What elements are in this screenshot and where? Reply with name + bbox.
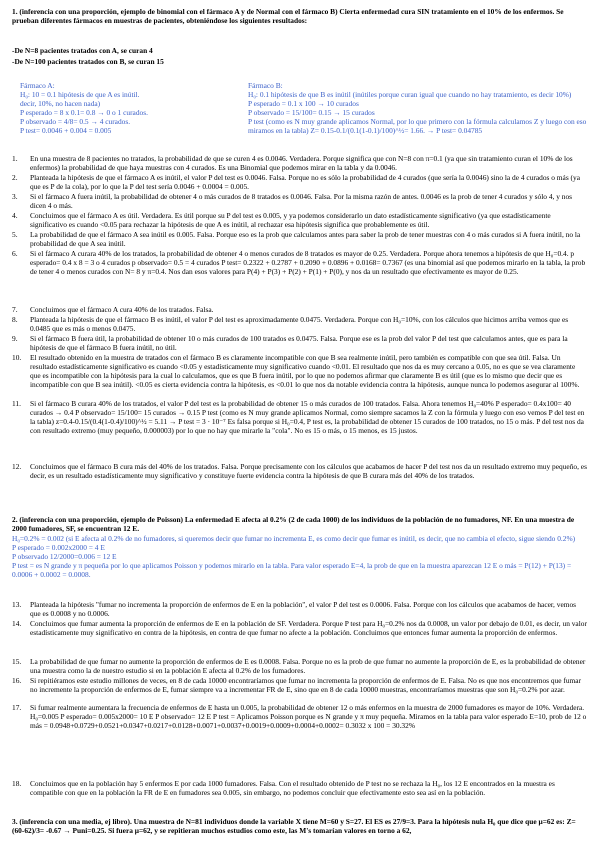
drug-b-line: Fármaco B: (248, 81, 283, 90)
item-text: En una muestra de 8 pacientes no tratados, la probabilidad de que se curen 4 es 0.0046. Verdadera. Porque significa que con N=8 con π=0.1 (ya que sin tratamiento curan el 10% de los enfermos) la probabilidad de que haya muestras con 4 curados. Es una Binomial que podemos mirar en la tabla y da 0.0046. (30, 154, 573, 172)
item-number: 14. (12, 619, 22, 628)
section-3-title: 3. (inferencia con una media, ej libro). Una muestra de N=81 individuos donde la variable X tiene M=60 y S=27. El ES es 27/9=3. Para la hipótesis nula H₀ que dice que μ=62 es: Z=(60-62)/3= -0.67 → Puni=0.25. Si fuera μ=62, y se repitieran muchos estudios como este, las M's tomarían valores en torno a 62, (12, 817, 576, 835)
item-number: 9. (12, 334, 18, 343)
item-text: Planteada la hipótesis "fumar no incrementa la proporción de enfermos de E en la población", el valor P del test es 0.0006. Falsa. Porque con los cálculos que acabamos de hacer, vemos que es 0.0008 y no 0.0006. (30, 600, 577, 618)
item-text: La probabilidad de que el fármaco A sea inútil es 0.005. Falsa. Porque eso es la prob que calculamos antes para saber la prob de tener muestras con 4 o más curados si A fuera inútil, no la probabilidad de que A sea inútil. (30, 230, 581, 248)
drug-a-line: P esperado = 8 x 0.1= 0.8 → 0 o 1 curados. (20, 107, 148, 117)
item-text: Concluimos que el fármaco A es útil. Verdadera. Es útil porque su P del test es 0.005, y ya podemos considerarlo un dato estadísticamente significativo (ya que estadísticamente significativo es cuando <0.05 para rechazar la hipótesis de que A es inútil, al rechazar esa hipótesis significa que probablemente es útil. (30, 211, 551, 229)
drug-a-column (20, 82, 235, 135)
section-2-line: P esperado = 0.002x2000 = 4 E (12, 542, 105, 552)
item-text: El resultado obtenido en la muestra de tratados con el fármaco B es claramente incompatible con que B sea realmente inútil, pero también es compatible con que sea útil. Falsa. Un resultado estadísticamente significativo es cuando <0.05 y estadísticamente muy significativo cuando <0.01. El resultado que nos da es muy cercano a 0.05, no es que se vea claramente que es incompatible con la hipótesis para la cual lo calculamos, que es que B fuera inútil, por lo que no podemos afirmar que claramente B es útil (que es lo mismo que decir que es incompatible con que B sea inútil). <0.05 es cierta evidencia contra la hipótesis, es <0.01 lo que nos da notable evidencia contra la hipótesis, aunque nunca lo podemos asegurar al 100%. (30, 353, 580, 389)
item-number: 1. (12, 154, 18, 163)
item-number: 10. (12, 353, 22, 362)
drug-b-line: P esperado = 0.1 x 100 → 10 curados (248, 98, 359, 108)
section-1-line-b: -De N=100 pacientes tratados con B, se curan 15 (12, 57, 164, 66)
section-1-title: 1. (inferencia con una proporción, ejemplo de binomial con el fármaco A y de Normal con el fármaco B) Cierta enfermedad cura SIN tratamiento en el 10% de los enfermos. Se prueban diferentes fármacos en muestras de pacientes, obteniéndose los siguientes resultados: (12, 7, 564, 25)
item-number: 3. (12, 192, 18, 201)
drug-a-line: P test= 0.0046 + 0.004 = 0.005 (20, 125, 112, 135)
item-text: Concluimos que el fármaco A cura 40% de los tratados. Falsa. (30, 305, 214, 314)
item-text: Concluimos que fumar aumenta la proporción de enfermos de E en la población de SF. Verdadera. Porque P test para H₀=0.2% nos da 0.0008, un valor por debajo de 0.01, es decir, un valor estadísticamente muy significativo en contra de la hipótesis, en contra de que fumar no afecte a la población. Concluimos que entonces fumar aumenta la proporción de enfermos. (30, 619, 587, 637)
item-text: Si el fármaco A fuera inútil, la probabilidad de obtener 4 o más curados de 8 tratados es 0.0046. Falsa. Por la misma razón de antes. 0.0046 es la prob de tener 4 curados y sólo 4, y nos dicen 4 o más. (30, 192, 573, 210)
item-number: 11. (12, 399, 21, 408)
item-number: 17. (12, 703, 22, 712)
item-text: Concluimos que el fármaco B cura más del 40% de los tratados. Falsa. Porque precisamente con los cálculos que acabamos de hacer P del test nos da un resultado extremo muy pequeño, es decir, es un resultado estadísticamente muy significativo y constituye fuerte evidencia contra la hipótesis de que B curara más del 40% de los tratados. (30, 462, 587, 480)
item-number: 5. (12, 230, 18, 239)
drug-a-line: H₀: 10 = 0.1 hipótesis de que A es inútil. (20, 89, 140, 99)
item-number: 6. (12, 249, 18, 258)
item-number: 7. (12, 305, 18, 314)
section-2-line: P observado 12/2000=0.006 = 12 E (12, 551, 117, 561)
drug-a-line: P observado = 4/8= 0.5 → 4 curados. (20, 116, 131, 126)
drug-b-line: P test (como es N muy grande aplicamos Normal, por lo que primero con la fórmula calculamos Z y luego con eso miramos en la tabla) Z= 0.15-0.1/(0.1(1-0.1)/100)^½= 1.66. → P test= 0.04785 (248, 116, 587, 135)
item-number: 13. (12, 600, 22, 609)
item-text: Planteada la hipótesis de que el fármaco A es inútil, el valor P del test es 0.0046. Falsa. Porque no es sólo la probabilidad de 4 curados (que sería la 0.0046) sino la de 4 curados o más (ya que es P de la cola), por lo que la P del test sería 0.0046 + 0.0004 = 0.005. (30, 173, 580, 191)
item-text: La probabilidad de que fumar no aumente la proporción de enfermos de E es 0.0008. Falsa. Porque no es la prob de que fumar no aumente la proporción de E, es la probabilidad de obtener una muestra como la de nuestro estudio si en la población E afecta al 0.2% de los fumadores. (30, 657, 586, 675)
section-2-notes (12, 535, 587, 580)
item-text: Si repitiéramos este estudio millones de veces, en 8 de cada 10000 encontraríamos que fumar no incrementa la proporción de enfermos de E. Falsa. No es que nos encontremos que fumar no incremente la proporción de enfermos de E, fumar siempre va a incrementar FR de E, sino que en 8 de cada 10000 muestras, encontraríamos muestras que son H₀=0.2% por azar. (30, 676, 582, 694)
item-number: 16. (12, 676, 22, 685)
item-number: 2. (12, 173, 18, 182)
item-text: Si el fármaco B curara 40% de los tratados, el valor P del test es la probabilidad de obtener 15 o más curados de 100 tratados. Falsa. Ahora tenemos H₀=40% P esperado= 0.4x100= 40 curados → 0.4 P observado= 15/100= 15 curados → 0.15 P test (como es N muy grande aplicamos Normal, como siempre sacamos la Z con la fórmula y luego con eso vemos P del test en la tabla) z=0.4-0.15/(0.4(1-0.4)/100)^½ = 5.11 → P test = 3 · 10⁻⁷ Es falsa porque si H₀=0.4, P test es, la probabilidad de obtener 15 curados de 100 tratados, no 15 o más. P del test nos da con resultado extremo (muy pequeño, 0.000003) por lo que no hay que mirarle la "cola". No es 15 o más, o 15 menos, es 15 justos. (30, 399, 585, 435)
item-number: 15. (12, 657, 22, 666)
item-number: 4. (12, 211, 18, 220)
drug-b-line: H₀: 0.1 hipótesis de que B es inútil (inútiles porque curan igual que cuando no hay tratamiento, es decir 10%) (248, 89, 572, 99)
item-text: Si fumar realmente aumentara la frecuencia de enfermos de E hasta un 0.005, la probabilidad de obtener 12 o más enfermos en la muestra de 2000 fumadores es mayor de 10%. Verdadera. H₀=0.005 P esperado= 0.005x2000= 10 E P observado= 12 E P test = Aplicamos Poisson porque es N grande y π muy pequeña. Miramos en la tabla para valor esperado E=10, prob de 12 o más = 0.0948+0.0729+0.0521+0.0347+0.0217+0.0128+0.0071+0.0037+0.0019+0.0009+0.0004+0.0002= 0.3032 x 100 = 30.32% (30, 703, 587, 730)
item-text: Si el fármaco A curara 40% de los tratados, la probabilidad de obtener 4 o menos curados de 8 tratados es mayor de 0.25. Verdadera. Porque ahora tenemos a hipótesis de que H₀=0.4. p esperado= 0.4 x 8 = 3 o 4 curados p observado= 0.5 = 4 curados P test= 0.2322 + 0.2787 + 0.2090 + 0.0896 + 0.0168= 0.7367 (es una binomial así que podemos mirarlo en la tabla, la prob de tener 4 o menos curados con N= 8 y π=0.4. Nos dan esos valores para P(4) + P(3) + P(2) + P(1) + P(0), y nos da un resultado que efectivamente es mayor de 0.25. (30, 249, 586, 276)
section-2-line: H₀=0.2% = 0.002 (si E afecta al 0.2% de no fumadores, si queremos decir que fumar no incrementa E, es como decir que fumar es inútil, es decir, que no cambia el efecto, sigue siendo 0.2%) (12, 534, 576, 543)
item-text: Si el fármaco B fuera útil, la probabilidad de obtener 10 o más curados de 100 tratados es 0.0475. Falsa. Porque ese es la prob del valor P del test que calculamos antes, que es para la hipótesis de que el fármaco B fuera inútil, no útil. (30, 334, 568, 352)
drug-a-line: Fármaco A: (20, 81, 55, 90)
item-text: Concluimos que en la población hay 5 enfermos E por cada 1000 fumadores. Falsa. Con el resultado obtenido de P test no se rechaza la H₀, los 12 E encontrados en la muestra es compatible con que en la población la FR de E en fumadores sea 0.005, sin embargo, no podemos concluir que efectivamente esto sea así en la población. (30, 779, 555, 797)
section-2-title: 2. (inferencia con una proporción, ejemplo de Poisson) La enfermedad E afecta al 0.2% (2 de cada 1000) de los individuos de la población de no fumadores, NF. En una muestra de 2000 fumadores, SF, se encuentran 12 E. (12, 515, 575, 533)
drug-a-line: decir, 10%, no hacen nada) (20, 98, 101, 108)
drug-b-line: P observado = 15/100= 0.15 → 15 curados (248, 107, 375, 117)
drug-comparison (12, 82, 587, 146)
item-number: 8. (12, 315, 18, 324)
item-text: Planteada la hipótesis de que el fármaco B es inútil, el valor P del test es aproximadamente 0.0475. Verdadera. Porque con H₀=10%, con los cálculos que hicimos arriba vemos que es 0.0485 que es más o menos 0.0475. (30, 315, 569, 333)
section-2-line: P test = es N grande y π pequeña por lo que aplicamos Poisson y podemos mirarlo en la tabla. Para valor esperado E=4, la prob de que en la muestra aparezcan 12 E o más = P(12) + P(13) = 0.0006 + 0.0002 = 0.0008. (12, 560, 572, 579)
item-number: 12. (12, 462, 22, 471)
item-number: 18. (12, 779, 22, 788)
section-1-line-a: -De N=8 pacientes tratados con A, se curan 4 (12, 46, 153, 55)
drug-b-column (248, 82, 588, 135)
